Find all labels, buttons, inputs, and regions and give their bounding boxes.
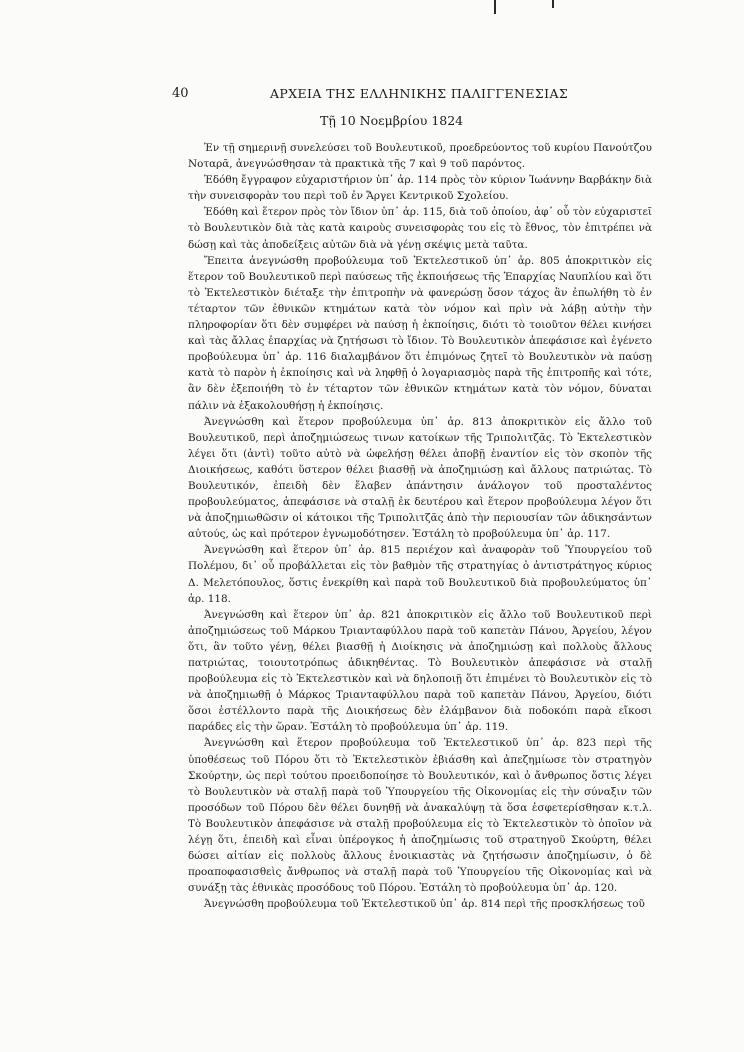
scan-edge-mark [552,0,554,8]
scan-edge-mark [494,0,496,14]
paragraph: Ἀνεγνώσθη καὶ ἕτερον προβούλευμα τοῦ Ἐκτελεστικοῦ ὑπ᾽ ἀρ. 823 περὶ τῆς ὑποθέσεως τοῦ Πόρου ὅτι τὸ Ἐκτελεστικὸν ἐβιάσθη καὶ ἀπεζημίωσε τὸν στρατηγὸν Σκούρτην, ὡς περὶ τούτου προειδοποίησε τὸ Βουλευτικόν, καὶ ὁ ἄνθρωπος ὅστις λέγει τὸ Βουλευτικὸν νὰ σταλῇ παρὰ τοῦ Ὑπουργείου τῆς Οἰκονομίας εἰς τὴν σύναξιν τῶν προσόδων τοῦ Πόρου δὲν θέλει δυνηθῇ νὰ ἀνακαλύψῃ τὰ ὅσα ἐσφετερίσθησαν κ.τ.λ. Τὸ Βουλευτικὸν ἀπεφάσισε νὰ σταλῇ προβούλευμα εἰς τὸ Ἐκτελεστικὸν τὸ ὁποῖον νὰ λέγῃ ὅτι, ἐπειδὴ καὶ εἶναι ὑπέρογκος ἡ ἀποζημίωσις τοῦ στρατηγοῦ Σκούρτη, θέλει δώσει αἰτίαν εἰς πολλοὺς ἄλλους ἐνοικιαστὰς νὰ ζητήσωσιν ἀποζημίωσιν, ὁ δὲ προαποφασισθεὶς ἄνθρωπος νὰ σταλῇ παρὰ τοῦ Ὑπουργείου τῆς Οἰκονομίας καὶ νὰ συνάξῃ τὰς ἐθνικὰς προσόδους τοῦ Πόρου. Ἐστάλη τὸ προβούλευμα ὑπ᾽ ἀρ. 120. [188,737,652,895]
paragraph: Ἔπειτα ἀνεγνώσθη προβούλευμα τοῦ Ἐκτελεστικοῦ ὑπ᾽ ἀρ. 805 ἀποκριτικὸν εἰς ἕτερον τοῦ Βουλευτικοῦ περὶ παύσεως τῆς ἐκποιήσεως τῆς Ἐπαρχίας Ναυπλίου καὶ ὅτι τὸ Ἐκτελεστικὸν διέταξε τὴν ἐπιτροπὴν νὰ φανερώσῃ ὅσον τάχος ἂν ἐπωλήθη τὸ ἐν τέταρτον τῶν ἐθνικῶν κτημάτων κατὰ τὸν νόμον καὶ πρὶν νὰ λάβῃ αὐτὴν τὴν πληροφορίαν ὅτι δὲν συμφέρει νὰ παύσῃ ἡ ἐκποίησις, διότι τὸ τοιοῦτον θέλει κινήσει καὶ τὰς ἄλλας ἐπαρχίας νὰ ζητήσωσι τὸ ἴδιον. Τὸ Βουλευτικὸν ἀπεφάσισε καὶ ἐγένετο προβούλευμα ὑπ᾽ ἀρ. 116 διαλαμβάνον ὅτι ἐπιμόνως ζητεῖ τὸ Βουλευτικὸν νὰ παύσῃ κατὰ τὸ παρὸν ἡ ἐκποίησις καὶ νὰ ληφθῇ ὁ λογαριασμὸς παρὰ τῆς ἐπιτροπῆς καὶ τότε, ἂν δὲν ἐξεποιήθη τὸ ἐν τέταρτον τῶν ἐθνικῶν κτημάτων κατὰ τὸν νόμον, δύναται πάλιν νὰ ἐξακολουθήσῃ ἡ ἐκποίησις. [188,254,652,412]
paragraph: Ἐδόθη ἔγγραφον εὐχαριστήριον ὑπ᾽ ἀρ. 114 πρὸς τὸν κύριον Ἰωάννην Βαρβάκην διὰ τὴν συνεισφορὰν του περὶ τοῦ ἐν Ἄργει Κεντρικοῦ Σχολείου. [188,174,652,203]
paragraph: Ἀνεγνώσθη καὶ ἕτερον ὑπ᾽ ἀρ. 821 ἀποκριτικὸν εἰς ἄλλο τοῦ Βουλευτικοῦ περὶ ἀποζημιώσεως τοῦ Μάρκου Τριανταφύλλου παρὰ τοῦ καπετὰν Πάνου, Ἀργείου, λέγον ὅτι, ἂν τοῦτο γένῃ, θέλει βιασθῇ ἡ Διοίκησις νὰ ἀποζημιώσῃ καὶ πολλοὺς ἄλλους πατριώτας, τοιουτοτρόπως ἀδικηθέντας. Τὸ Βουλευτικὸν ἀπεφάσισε νὰ σταλῇ προβούλευμα εἰς τὸ Ἐκτελεστικὸν καὶ νὰ δηλοποιῇ ὅτι ἐπιμένει τὸ Βουλευτικὸν εἰς τὸ νὰ ἀποζημιωθῇ ὁ Μάρκος Τριανταφύλλου παρὰ τοῦ καπετὰν Πάνου, Ἀργείου, διότι ὅσοι ἐστέλλοντο παρὰ τῆς Διοικήσεως δὲν ἐλάμβανον διὰ ποδοκόπι παρὰ εἴκοσι παράδες εἰς τὴν ὥραν. Ἐστάλη τὸ προβούλευμα ὑπ᾽ ἀρ. 119. [188,608,652,734]
paragraph: Ἀνεγνώσθη προβούλευμα τοῦ Ἐκτελεστικοῦ ὑπ᾽ ἀρ. 814 περὶ τῆς προσκλήσεως τοῦ [204,898,645,911]
paragraph: Ἐδόθη καὶ ἕτερον πρὸς τὸν ἴδιον ὑπ᾽ ἀρ. 115, διὰ τοῦ ὁποίου, ἀφ᾽ οὗ τὸν εὐχαριστεῖ τὸ Βουλευτικὸν διὰ τὰς κατὰ καιροὺς συνεισφορὰς του εἰς τὸ ἔθνος, τὸν ἐπιτρέπει νὰ δώσῃ καὶ τὰς ἀποδείξεις αὐτῶν διὰ νὰ γένῃ σκέψις μετὰ ταῦτα. [188,206,652,251]
running-title: ΑΡΧΕΙΑ ΤΗΣ ΕΛΛΗΝΙΚΗΣ ΠΑΛΙΓΓΕΝΕΣΙΑΣ [270,86,569,101]
paragraph: Ἀνεγνώσθη καὶ ἕτερον ὑπ᾽ ἀρ. 815 περιέχον καὶ ἀναφορὰν τοῦ Ὑπουργείου τοῦ Πολέμου, δι᾽ οὗ προβάλλεται εἰς τὸν βαθμὸν τῆς στρατηγίας ὁ ἀντιστράτηγος κύριος Δ. Μελετόπουλος, ὅστις ἐνεκρίθη καὶ παρὰ τοῦ Βουλευτικοῦ διὰ προβουλεύματος ὑπ᾽ ἀρ. 118. [188,544,652,605]
paragraph: Ἀνεγνώσθη καὶ ἕτερον προβούλευμα ὑπ᾽ ἀρ. 813 ἀποκριτικὸν εἰς ἄλλο τοῦ Βουλευτικοῦ, περὶ ἀποζημιώσεως τινων κατοίκων τῆς Τριπολιτζᾶς. Τὸ Ἐκτελεστικὸν λέγει ὅτι (ἀντὶ) τοῦτο αὐτὸ νὰ ὠφελήσῃ θέλει ἀποβῇ ἐναντίον εἰς τὸν σκοπὸν τῆς Διοικήσεως, καθότι ὕστερον θέλει βιασθῇ νὰ ἀποζημιώσῃ καὶ ἄλλους πατριώτας. Τὸ Βουλευτικόν, ἐπειδὴ δὲν ἔλαβεν ἀπάντησιν ἀνάλογον τοῦ προσταλέντος προβουλεύματος, ἀπεφάσισε νὰ σταλῇ ἐκ δευτέρου καὶ ἕτερον προβούλευμα λέγον ὅτι νὰ ἀποζημιωθῶσιν οἱ κάτοικοι τῆς Τριπολιτζᾶς ἀπὸ τὴν περιουσίαν τῶν ἀδικησάντων αὐτούς, ὡς καὶ πρότερον ἐγνωμοδότησεν. Ἐστάλη τὸ προβούλευμα ὑπ᾽ ἀρ. 117. [188,415,652,541]
page-number: 40 [172,86,189,101]
paragraph: Ἐν τῇ σημερινῇ συνελεύσει τοῦ Βουλευτικοῦ, προεδρεύοντος τοῦ κυρίου Πανούτζου Νοταρᾶ, ἀνεγνώσθησαν τὰ πρακτικὰ τῆς 7 καὶ 9 τοῦ παρόντος. [188,142,652,171]
date-heading: Τῇ 10 Νοεμβρίου 1824 [320,113,464,128]
body-text [188,140,652,913]
